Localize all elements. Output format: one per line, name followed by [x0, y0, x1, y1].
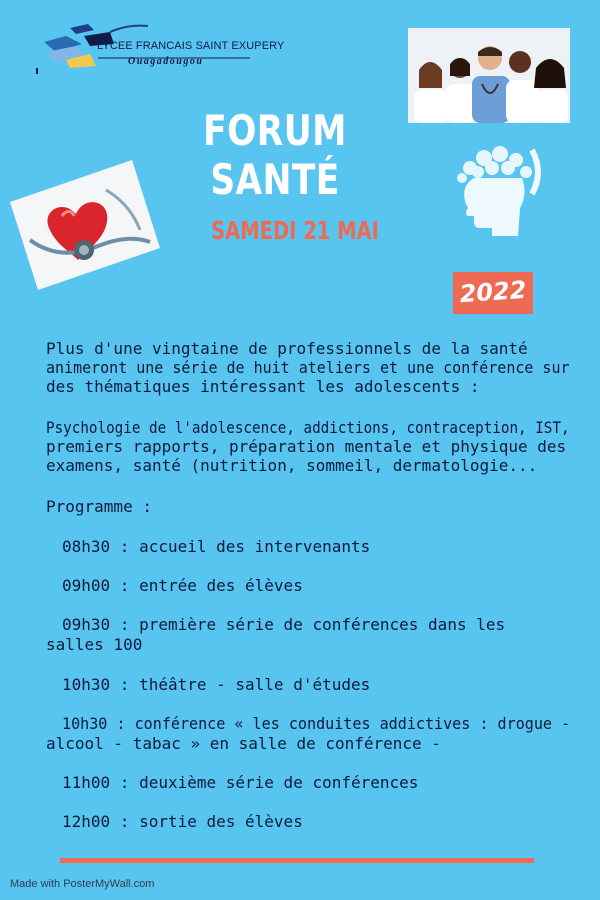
- topics-line: Psychologie de l'adolescence, addictions, contraception, IST,: [46, 418, 570, 437]
- programme-item-continued: alcool - tabac » en salle de conférence -: [46, 734, 441, 753]
- school-name: LYCEE FRANCAIS SAINT EXUPERY: [97, 40, 285, 52]
- heart-stethoscope-photo: [10, 160, 160, 290]
- programme-item: 12h00 : sortie des élèves: [62, 812, 303, 831]
- footer-credit: Made with PosterMyWall.com: [10, 878, 155, 890]
- medical-team-photo: [408, 28, 570, 123]
- intro-line: des thématiques intéressant les adolescents :: [46, 377, 480, 396]
- bottom-divider: [60, 858, 534, 863]
- head-brain-icon: [440, 142, 550, 252]
- topics-line: examens, santé (nutrition, sommeil, dermatologie...: [46, 456, 538, 475]
- programme-item: 10h30 : conférence « les conduites addictives : drogue -: [62, 714, 571, 733]
- programme-item-continued: salles 100: [46, 635, 143, 654]
- programme-item: 10h30 : théâtre - salle d'études: [62, 675, 371, 694]
- year-text: 2022: [458, 275, 528, 309]
- programme-item: 09h00 : entrée des élèves: [62, 576, 303, 595]
- programme-item: 09h30 : première série de conférences dans les: [62, 615, 506, 634]
- programme-label: Programme :: [46, 497, 152, 516]
- school-city: Ouagadougou: [128, 56, 204, 67]
- programme-item: 08h30 : accueil des intervenants: [62, 537, 371, 556]
- programme-item: 11h00 : deuxième série de conférences: [62, 773, 419, 792]
- event-date: SAMEDI 21 MAI: [211, 216, 379, 245]
- intro-line: Plus d'une vingtaine de professionnels de la santé: [46, 339, 528, 358]
- intro-line: animeront une série de huit ateliers et une conférence sur: [46, 358, 570, 377]
- poster-title: FORUM SANTÉ: [203, 106, 347, 204]
- topics-line: premiers rapports, préparation mentale et physique des: [46, 437, 567, 456]
